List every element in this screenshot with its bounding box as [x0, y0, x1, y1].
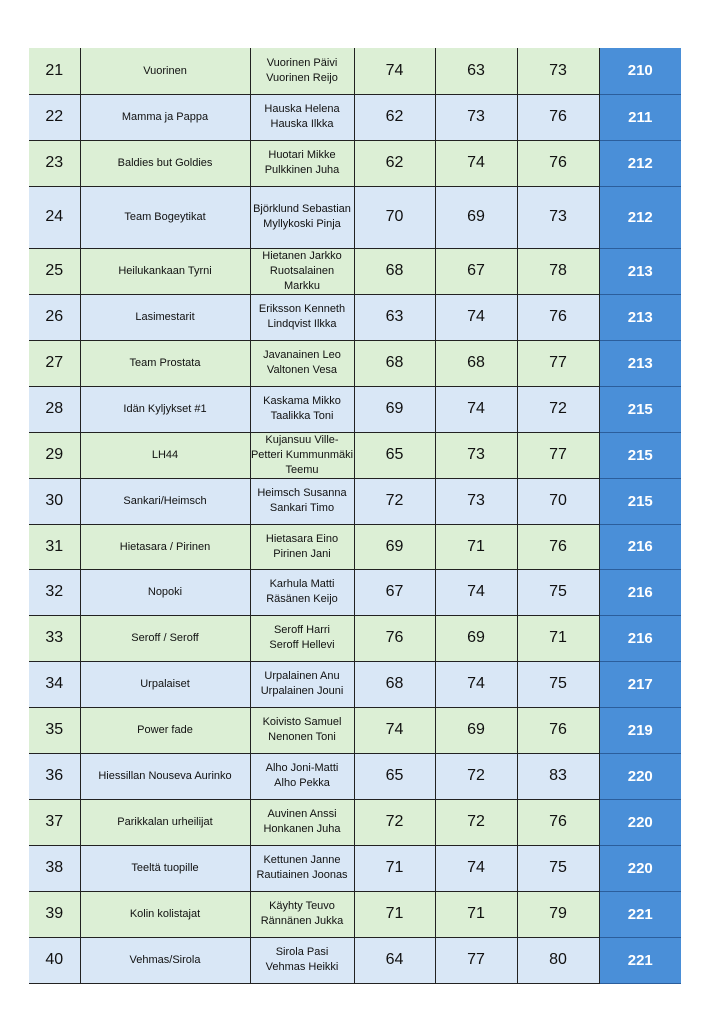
round1-score-cell: 62: [354, 140, 435, 186]
table-row: [29, 524, 681, 569]
player-name: Räsänen Keijo: [266, 593, 338, 605]
team-name-cell: Hiessillan Nouseva Aurinko: [80, 753, 250, 799]
round1-score-cell: 69: [354, 524, 435, 569]
round3-score-cell: 71: [517, 615, 599, 661]
player-name: Sankari Timo: [269, 502, 335, 514]
team-name-cell: Sankari/Heimsch: [80, 478, 250, 524]
total-score-cell: 210: [599, 48, 681, 94]
round3-score-cell: 83: [517, 753, 599, 799]
players-cell: [250, 569, 354, 615]
round2-score-cell: 74: [435, 140, 517, 186]
player-name: Huotari Mikke: [268, 149, 336, 161]
players-cell: [250, 432, 354, 478]
team-name-cell: Vehmas/Sirola: [80, 937, 250, 983]
total-score-cell: 211: [599, 94, 681, 140]
results-table: [29, 48, 681, 984]
players-cell: [250, 94, 354, 140]
player-name: Petteri Kummunmäki: [250, 448, 354, 461]
round1-score-cell: 65: [354, 432, 435, 478]
player-name: Pirinen Jani: [273, 547, 331, 560]
total-score-cell: 215: [599, 478, 681, 524]
round2-score-cell: 71: [435, 891, 517, 937]
player-name: Kaskama Mikko: [263, 395, 341, 407]
rank-cell: 22: [29, 94, 80, 140]
round3-score-cell: 70: [517, 478, 599, 524]
round2-score-cell: 74: [435, 845, 517, 891]
player-name: Hietanen Jarkko: [262, 249, 342, 262]
total-score-cell: 215: [599, 386, 681, 432]
round3-score-cell: 80: [517, 937, 599, 983]
rank-cell: 34: [29, 661, 80, 707]
round1-score-cell: 65: [354, 753, 435, 799]
total-score-cell: 221: [599, 891, 681, 937]
table-row: [29, 248, 681, 294]
round2-score-cell: 73: [435, 478, 517, 524]
team-name-cell: Hietasara / Pirinen: [80, 524, 250, 569]
players-cell: [250, 661, 354, 707]
players-cell: [250, 524, 354, 569]
player-name: Vuorinen Reijo: [266, 71, 338, 84]
table-row: [29, 340, 681, 386]
player-name: Lindqvist Ilkka: [267, 318, 337, 330]
round2-score-cell: 77: [435, 937, 517, 983]
results-table-body: [29, 48, 681, 983]
round2-score-cell: 74: [435, 661, 517, 707]
round2-score-cell: 74: [435, 294, 517, 340]
team-name-cell: Parikkalan urheilijat: [80, 799, 250, 845]
table-row: [29, 891, 681, 937]
players-cell: [250, 248, 354, 294]
round3-score-cell: 76: [517, 94, 599, 140]
rank-cell: 31: [29, 524, 80, 569]
player-name: Teemu: [285, 463, 319, 476]
player-name: Hauska Ilkka: [270, 118, 334, 130]
rank-cell: 26: [29, 294, 80, 340]
player-name: Karhula Matti: [269, 578, 335, 590]
round1-score-cell: 74: [354, 48, 435, 94]
players-cell: [250, 186, 354, 248]
players-cell: [250, 799, 354, 845]
round1-score-cell: 71: [354, 891, 435, 937]
round1-score-cell: 74: [354, 707, 435, 753]
total-score-cell: 213: [599, 294, 681, 340]
round3-score-cell: 75: [517, 845, 599, 891]
round1-score-cell: 62: [354, 94, 435, 140]
player-name: Kettunen Janne: [263, 854, 341, 866]
table-row: [29, 478, 681, 524]
round3-score-cell: 76: [517, 294, 599, 340]
table-row: [29, 845, 681, 891]
round3-score-cell: 75: [517, 569, 599, 615]
player-name: Kujansuu Ville-: [265, 433, 339, 446]
player-name: Vehmas Heikki: [265, 961, 339, 973]
table-row: [29, 386, 681, 432]
total-score-cell: 212: [599, 140, 681, 186]
round3-score-cell: 77: [517, 340, 599, 386]
rank-cell: 40: [29, 937, 80, 983]
players-cell: [250, 845, 354, 891]
round2-score-cell: 72: [435, 753, 517, 799]
round1-score-cell: 72: [354, 799, 435, 845]
players-cell: [250, 615, 354, 661]
team-name-cell: Heilukankaan Tyrni: [80, 248, 250, 294]
rank-cell: 38: [29, 845, 80, 891]
round1-score-cell: 67: [354, 569, 435, 615]
players-cell: [250, 294, 354, 340]
player-name: Seroff Harri: [273, 624, 331, 636]
team-name-cell: Kolin kolistajat: [80, 891, 250, 937]
player-name: Koivisto Samuel: [262, 716, 342, 728]
rank-cell: 29: [29, 432, 80, 478]
player-name: Alho Joni-Matti: [265, 762, 339, 774]
round3-score-cell: 77: [517, 432, 599, 478]
round1-score-cell: 70: [354, 186, 435, 248]
table-row: [29, 186, 681, 248]
total-score-cell: 212: [599, 186, 681, 248]
table-row: [29, 937, 681, 983]
team-name-cell: Seroff / Seroff: [80, 615, 250, 661]
round3-score-cell: 73: [517, 186, 599, 248]
total-score-cell: 219: [599, 707, 681, 753]
team-name-cell: Urpalaiset: [80, 661, 250, 707]
round2-score-cell: 67: [435, 248, 517, 294]
rank-cell: 37: [29, 799, 80, 845]
rank-cell: 21: [29, 48, 80, 94]
rank-cell: 27: [29, 340, 80, 386]
player-name: Björklund Sebastian: [253, 203, 351, 215]
players-cell: [250, 937, 354, 983]
players-cell: [250, 478, 354, 524]
players-cell: [250, 140, 354, 186]
round2-score-cell: 74: [435, 386, 517, 432]
round2-score-cell: 69: [435, 707, 517, 753]
rank-cell: 33: [29, 615, 80, 661]
player-name: Javanainen Leo: [263, 349, 341, 361]
player-name: Valtonen Vesa: [266, 364, 338, 376]
total-score-cell: 220: [599, 845, 681, 891]
players-cell: [250, 48, 354, 94]
player-name: Nenonen Toni: [268, 731, 336, 743]
total-score-cell: 220: [599, 799, 681, 845]
player-name: Seroff Hellevi: [269, 639, 335, 651]
table-row: [29, 753, 681, 799]
player-name: Alho Pekka: [274, 777, 330, 789]
total-score-cell: 216: [599, 615, 681, 661]
round1-score-cell: 71: [354, 845, 435, 891]
team-name-cell: Idän Kyljykset #1: [80, 386, 250, 432]
round2-score-cell: 63: [435, 48, 517, 94]
round1-score-cell: 69: [354, 386, 435, 432]
team-name-cell: Lasimestarit: [80, 294, 250, 340]
table-row: [29, 48, 681, 94]
team-name-cell: Mamma ja Pappa: [80, 94, 250, 140]
total-score-cell: 216: [599, 524, 681, 569]
players-cell: [250, 707, 354, 753]
table-row: [29, 799, 681, 845]
player-name: Auvinen Anssi: [267, 808, 337, 820]
table-row: [29, 569, 681, 615]
round3-score-cell: 72: [517, 386, 599, 432]
round3-score-cell: 76: [517, 524, 599, 569]
player-name: Käyhty Teuvo: [269, 900, 335, 912]
player-name: Pulkkinen Juha: [264, 164, 340, 176]
team-name-cell: Teeltä tuopille: [80, 845, 250, 891]
player-name: Hauska Helena: [264, 103, 340, 115]
rank-cell: 24: [29, 186, 80, 248]
player-name: Rännänen Jukka: [260, 915, 344, 927]
round2-score-cell: 73: [435, 94, 517, 140]
round1-score-cell: 64: [354, 937, 435, 983]
players-cell: [250, 891, 354, 937]
round2-score-cell: 74: [435, 569, 517, 615]
player-name: Vuorinen Päivi: [266, 56, 338, 69]
round1-score-cell: 63: [354, 294, 435, 340]
player-name: Taalikka Toni: [270, 410, 334, 422]
round2-score-cell: 69: [435, 615, 517, 661]
total-score-cell: 213: [599, 340, 681, 386]
player-name: Honkanen Juha: [263, 823, 341, 835]
table-row: [29, 661, 681, 707]
round3-score-cell: 76: [517, 140, 599, 186]
players-cell: [250, 753, 354, 799]
rank-cell: 30: [29, 478, 80, 524]
round1-score-cell: 72: [354, 478, 435, 524]
rank-cell: 25: [29, 248, 80, 294]
round3-score-cell: 76: [517, 799, 599, 845]
team-name-cell: Team Bogeytikat: [80, 186, 250, 248]
player-name: Urpalainen Jouni: [260, 685, 344, 697]
team-name-cell: Team Prostata: [80, 340, 250, 386]
player-name: Ruotsalainen Markku: [269, 264, 335, 292]
rank-cell: 35: [29, 707, 80, 753]
round3-score-cell: 73: [517, 48, 599, 94]
table-row: [29, 707, 681, 753]
table-row: [29, 432, 681, 478]
round1-score-cell: 68: [354, 661, 435, 707]
total-score-cell: 217: [599, 661, 681, 707]
player-name: Sirola Pasi: [275, 946, 329, 958]
players-cell: [250, 340, 354, 386]
team-name-cell: Nopoki: [80, 569, 250, 615]
player-name: Myllykoski Pinja: [263, 218, 341, 230]
team-name-cell: Vuorinen: [80, 48, 250, 94]
round1-score-cell: 68: [354, 340, 435, 386]
rank-cell: 39: [29, 891, 80, 937]
total-score-cell: 220: [599, 753, 681, 799]
round3-score-cell: 78: [517, 248, 599, 294]
table-row: [29, 94, 681, 140]
table-row: [29, 140, 681, 186]
total-score-cell: 215: [599, 432, 681, 478]
round2-score-cell: 72: [435, 799, 517, 845]
player-name: Eriksson Kenneth: [258, 303, 346, 315]
total-score-cell: 213: [599, 248, 681, 294]
team-name-cell: LH44: [80, 432, 250, 478]
round3-score-cell: 76: [517, 707, 599, 753]
player-name: Heimsch Susanna: [257, 487, 347, 499]
round1-score-cell: 76: [354, 615, 435, 661]
rank-cell: 28: [29, 386, 80, 432]
total-score-cell: 221: [599, 937, 681, 983]
player-name: Rautiainen Joonas: [256, 869, 348, 881]
round3-score-cell: 79: [517, 891, 599, 937]
round2-score-cell: 71: [435, 524, 517, 569]
team-name-cell: Baldies but Goldies: [80, 140, 250, 186]
rank-cell: 23: [29, 140, 80, 186]
rank-cell: 32: [29, 569, 80, 615]
round2-score-cell: 69: [435, 186, 517, 248]
team-name-cell: Power fade: [80, 707, 250, 753]
rank-cell: 36: [29, 753, 80, 799]
players-cell: [250, 386, 354, 432]
player-name: Hietasara Eino: [265, 532, 339, 545]
table-row: [29, 615, 681, 661]
round2-score-cell: 73: [435, 432, 517, 478]
total-score-cell: 216: [599, 569, 681, 615]
table-row: [29, 294, 681, 340]
round1-score-cell: 68: [354, 248, 435, 294]
round3-score-cell: 75: [517, 661, 599, 707]
player-name: Urpalainen Anu: [264, 670, 340, 682]
round2-score-cell: 68: [435, 340, 517, 386]
